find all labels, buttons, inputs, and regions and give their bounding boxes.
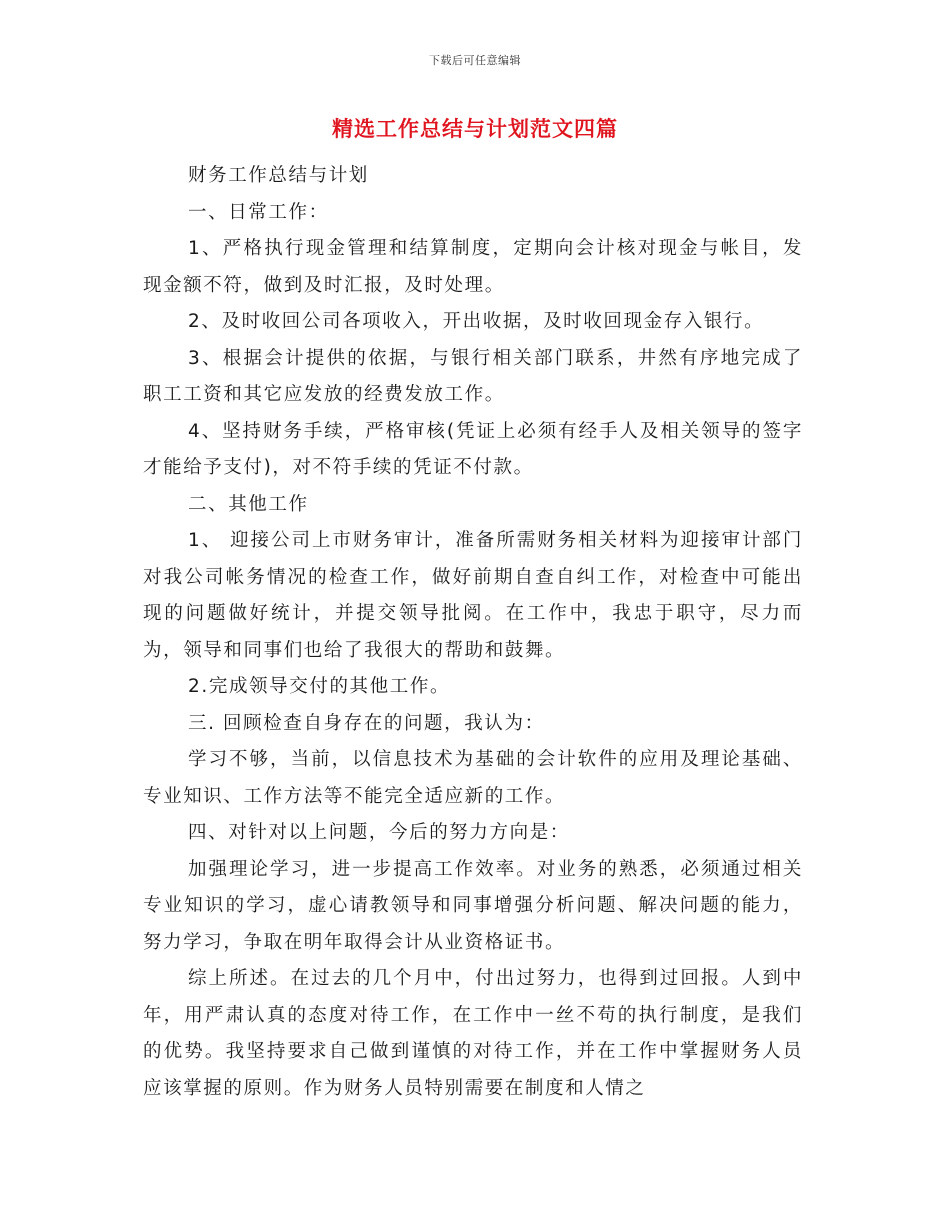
section-heading: 财务工作总结与计划 xyxy=(188,165,369,186)
body-paragraph: 加强理论学习，进一步提高工作效率。对业务的熟悉，必须通过相关专业知识的学习，虚心请教领导和同事增强分析问题、解决问题的能力，努力学习，争取在明年取得会计从业资格证书。 xyxy=(143,858,803,953)
body-paragraph: 4、坚持财务手续，严格审核(凭证上必须有经手人及相关领导的签字才能给予支付)，对不符手续的凭证不付款。 xyxy=(143,420,803,478)
section-heading: 二、其他工作 xyxy=(188,493,309,515)
section-heading: 四、对针对以上问题，今后的努力方向是： xyxy=(188,822,570,843)
section-heading: 一、日常工作： xyxy=(188,201,329,223)
body-paragraph: 3、根据会计提供的依据，与银行相关部门联系，井然有序地完成了职工工资和其它应发放的经费发放工作。 xyxy=(143,347,803,405)
document-title: 精选工作总结与计划范文四篇 xyxy=(332,117,618,141)
body-paragraph: 1、 迎接公司上市财务审计，准备所需财务相关材料为迎接审计部门对我公司帐务情况的检查工作，做好前期自查自纠工作，对检查中可能出现的问题做好统计，并提交领导批阅。在工作中，我忠于职守，尽力而为，领导和同事们也给了我很大的帮助和鼓舞。 xyxy=(143,530,803,661)
section-heading: 三. 回顾检查自身存在的问题，我认为： xyxy=(188,712,545,734)
page-header-note: 下载后可任意编辑 xyxy=(429,54,521,67)
body-paragraph: 综上所述。在过去的几个月中，付出过努力，也得到过回报。人到中年，用严肃认真的态度对待工作，在工作中一丝不苟的执行制度，是我们的优势。我坚持要求自己做到谨慎的对待工作，并在工作中掌握财务人员应该掌握的原则。作为财务人员特别需要在制度和人情之 xyxy=(143,968,803,1099)
body-paragraph: 1、严格执行现金管理和结算制度，定期向会计核对现金与帐目，发现金额不符，做到及时汇报，及时处理。 xyxy=(143,238,803,296)
document-body xyxy=(143,158,803,1107)
body-paragraph: 2、及时收回公司各项收入，开出收据，及时收回现金存入银行。 xyxy=(188,311,765,332)
body-paragraph: 学习不够，当前，以信息技术为基础的会计软件的应用及理论基础、专业知识、工作方法等不能完全适应新的工作。 xyxy=(143,749,803,807)
body-paragraph: 2.完成领导交付的其他工作。 xyxy=(188,676,451,697)
